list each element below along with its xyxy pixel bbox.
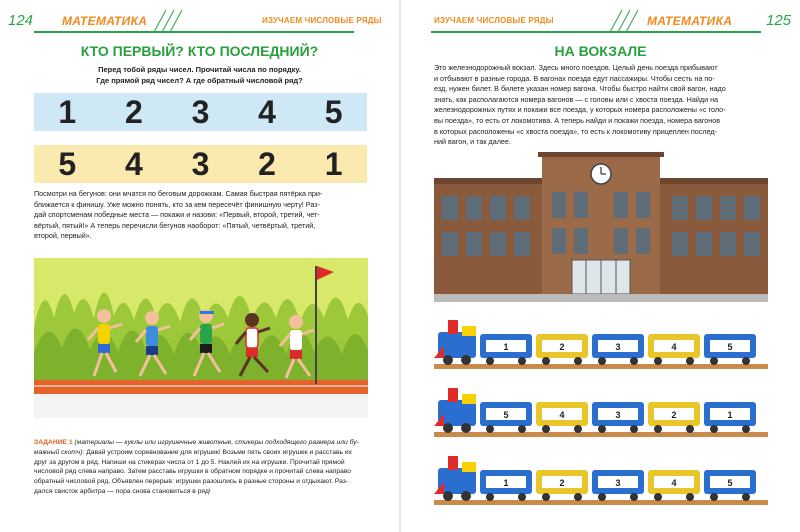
page-title: КТО ПЕРВЫЙ? КТО ПОСЛЕДНИЙ?: [80, 43, 319, 59]
header-rule: [34, 31, 354, 33]
number-cell: 4: [258, 93, 276, 130]
number-cell: 4: [124, 145, 143, 182]
backward-number-row: [34, 145, 367, 183]
task-materials-cont: мажный скотч):: [34, 448, 85, 456]
number-cell: 1: [324, 145, 343, 182]
train-1: [434, 316, 768, 374]
railway-station-illustration: [434, 152, 768, 302]
task-line: друг за другом в ряд. Напиши на стикерах числа от 1 до 5. Наклей их на игрушки. Прочитай прямой: [34, 458, 345, 466]
number-cell: 1: [58, 93, 77, 130]
header-stripes: [150, 10, 190, 32]
task-line: числовой ряд слева направо. Затем расставь игрушки в обратном порядке и прочитай слева направо: [34, 468, 352, 476]
wagon-number: 4: [671, 342, 677, 352]
wagon-number: 1: [503, 342, 509, 352]
task-line: Давай устроим соревнование для игрушек! Возьми пять своих игрушек и расставь их: [86, 448, 352, 456]
task-line: обратный числовой ряд. Объявлен перерыв: игрушки разошлись в разные стороны и отдыхают. Раз-: [34, 478, 349, 486]
intro-line: Перед тобой ряды чисел. Прочитай числа по порядку.: [98, 65, 301, 74]
wagon-number: 5: [727, 478, 733, 488]
wagon-number: 3: [615, 342, 621, 352]
wagon-number: 2: [559, 478, 565, 488]
number-cell: 2: [124, 93, 143, 130]
number-cell: 3: [191, 145, 210, 182]
task-materials: (материалы — куклы или игрушечные животные, стикеры подходящего размера или бу-: [74, 439, 359, 446]
paragraph-line: в которых расположены «с хвоста поезда», то есть к локомотиву прицеплен послед-: [434, 126, 717, 136]
runners-paragraph: [34, 189, 374, 242]
paragraph-line: ближается к финишу. Уже можно понять, кто за кем пересечёт финишную черту! Раз-: [34, 199, 320, 209]
wagon-number: 1: [727, 410, 733, 420]
paragraph-line: железнодорожных путях и покажи все поезда, у которых номера расположены «с голо-: [434, 105, 726, 115]
topic-label: ИЗУЧАЕМ ЧИСЛОВЫЕ РЯДЫ: [262, 16, 382, 25]
number-cell: 2: [258, 145, 276, 182]
wagon-number: 3: [615, 478, 621, 488]
train-2: [434, 384, 768, 442]
topic-label: ИЗУЧАЕМ ЧИСЛОВЫЕ РЯДЫ: [434, 16, 554, 25]
paragraph-line: Посмотри на бегунов: они мчатся по беговым дорожкам. Самая быстрая пятёрка при-: [34, 189, 323, 198]
paragraph-line: вёртый, пятый!» А теперь перечисли бегунов наоборот: «Пятый, четвёртый, третий,: [34, 220, 316, 230]
task-block: [34, 438, 380, 497]
paragraph-line: ний вагон, и так далее.: [434, 137, 511, 147]
wagon-number: 3: [615, 410, 621, 420]
number-cell: 3: [191, 93, 210, 130]
right-header: [401, 10, 800, 32]
wagon-number: 4: [559, 410, 565, 420]
station-paragraph: [434, 63, 774, 148]
page-number: 124: [8, 12, 34, 29]
task-label: ЗАДАНИЕ 1: [34, 439, 73, 446]
number-cell: 5: [324, 93, 343, 130]
subject-label: МАТЕМАТИКА: [647, 14, 733, 28]
forward-number-row: [34, 93, 367, 131]
paragraph-line: Это железнодорожный вокзал. Здесь много поездов. Целый день поезда прибывают: [434, 63, 718, 72]
wagon-number: 2: [671, 410, 677, 420]
paragraph-line: езд, нужен билет. В билете указан номер вагона. Чтобы быстро найти свой вагон, надо: [434, 84, 726, 94]
subject-label: МАТЕМАТИКА: [62, 14, 148, 28]
header-rule: [431, 31, 761, 33]
page-title: НА ВОКЗАЛЕ: [554, 43, 647, 59]
page-number: 125: [766, 12, 792, 29]
wagon-number: 1: [503, 478, 509, 488]
wagon-number: 4: [671, 478, 677, 488]
intro-line: Где прямой ряд чисел? А где обратный числовой ряд?: [96, 76, 303, 85]
paragraph-line: дай спортсменам победные места — покажи и назови: «Первый, второй, третий, чет-: [34, 210, 320, 220]
header-stripes: [606, 10, 646, 32]
left-page: [0, 0, 399, 532]
wagon-number: 5: [503, 410, 509, 420]
train-3: [434, 452, 768, 510]
number-cell: 5: [58, 145, 77, 182]
left-header: [0, 10, 399, 32]
task-line: дался свисток арбитра — пора снова становиться в ряд!: [34, 487, 211, 495]
paragraph-line: и отбывают в разные города. В вагонах поезда едут пассажиры. Чтобы сесть на по-: [434, 73, 715, 83]
wagon-number: 2: [559, 342, 565, 352]
wagon-number: 5: [727, 342, 733, 352]
intro-text: [0, 64, 399, 86]
right-page: [401, 0, 800, 532]
paragraph-line: знать, как располагаются номера вагонов — с головы или с хвоста поезда. Найди на: [434, 94, 719, 104]
paragraph-line: второй, первый».: [34, 231, 92, 241]
runners-illustration: [34, 258, 368, 418]
paragraph-line: вы поезда», то есть от локомотива. А теперь найди и покажи поезда, номера вагонов: [434, 115, 721, 125]
